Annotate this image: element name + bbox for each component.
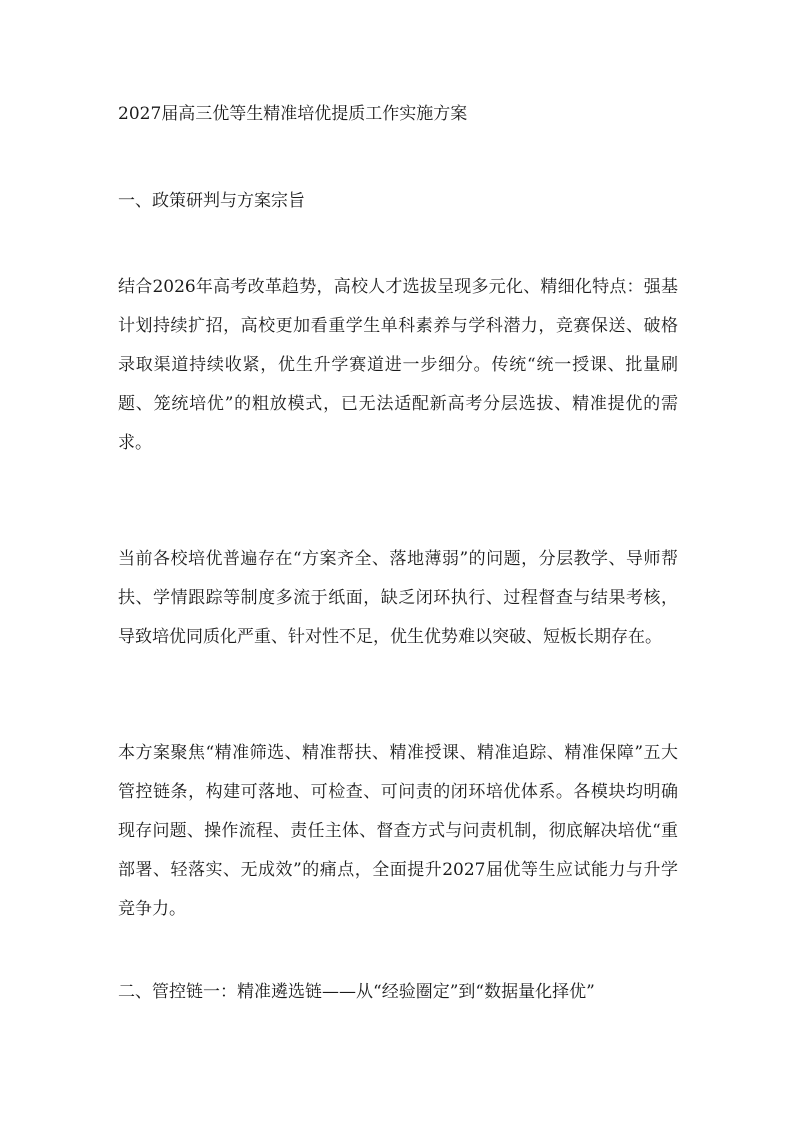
section-heading-2: 二、管控链一：精准遴选链——从“经验圈定”到“数据量化择优” <box>118 982 595 1002</box>
paragraph-2: 当前各校培优普遍存在“方案齐全、落地薄弱”的问题，分层教学、导师帮扶、学情跟踪等制度多流于纸面，缺乏闭环执行、过程督查与结果考核，导致培优同质化严重、针对性不足，优生优势难以突破、短板长期存在。 <box>118 549 678 647</box>
section-heading-1: 一、政策研判与方案宗旨 <box>118 191 305 211</box>
document-title: 2027届高三优等生精准培优提质工作实施方案 <box>118 104 468 124</box>
paragraph-1: 结合2026年高考改革趋势，高校人才选拔呈现多元化、精细化特点：强基计划持续扩招，高校更加看重学生单科素养与学科潜力，竞赛保送、破格录取渠道持续收紧，优生升学赛道进一步细分。传统“统一授课、批量刷题、笼统培优”的粗放模式，已无法适配新高考分层选拔、精准提优的需求。 <box>118 277 678 453</box>
paragraph-3: 本方案聚焦“精准筛选、精准帮扶、精准授课、精准追踪、精准保障”五大管控链条，构建可落地、可检查、可问责的闭环培优体系。各模块均明确现存问题、操作流程、责任主体、督查方式与问责机制，彻底解决培优“重部署、轻落实、无成效”的痛点，全面提升2027届优等生应试能力与升学竞争力。 <box>118 743 678 919</box>
